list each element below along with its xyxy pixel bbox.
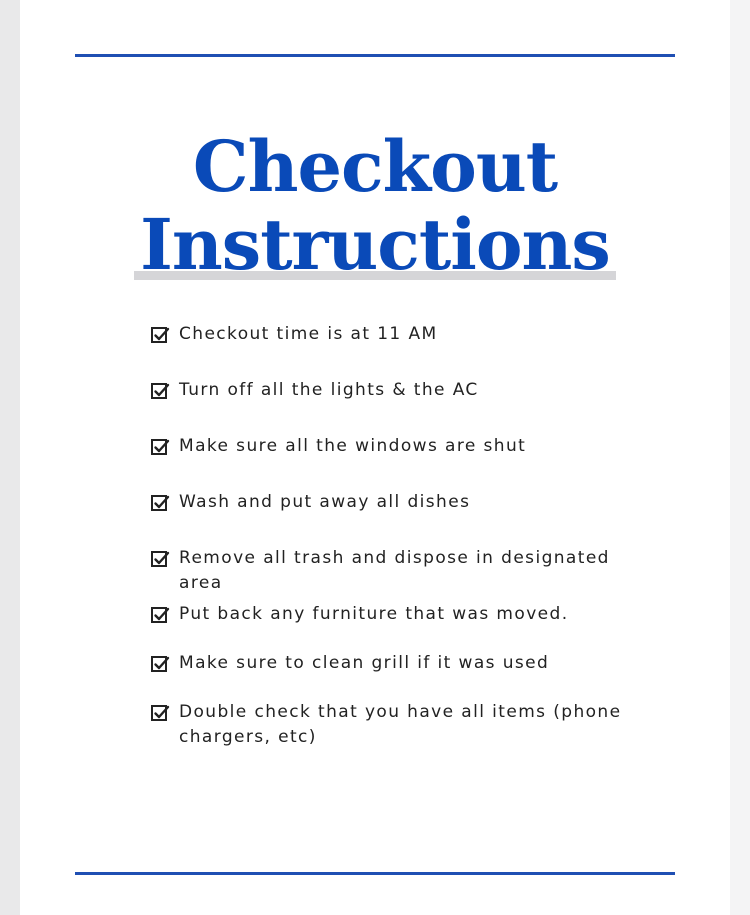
list-item — [150, 322, 660, 347]
checklist-item-text: Turn off all the lights & the AC — [179, 380, 479, 400]
checklist-item-text: Double check that you have all items (phone chargers, etc) — [179, 702, 622, 747]
checked-box-icon — [150, 326, 170, 346]
page-margin — [730, 0, 750, 915]
checklist-item-text: Put back any furniture that was moved. — [179, 604, 569, 624]
document-page — [20, 0, 730, 915]
list-item — [150, 651, 660, 676]
page-title — [20, 125, 730, 286]
checked-box-icon — [150, 704, 170, 724]
checked-box-icon — [150, 438, 170, 458]
list-item — [150, 434, 660, 459]
list-item — [150, 546, 660, 596]
checked-box-icon — [150, 655, 170, 675]
top-divider — [75, 54, 675, 57]
bottom-divider — [75, 872, 675, 875]
checklist-item-text: Checkout time is at 11 AM — [179, 324, 438, 344]
checklist-item-text: Wash and put away all dishes — [179, 492, 471, 512]
list-item — [150, 700, 660, 750]
checked-box-icon — [150, 494, 170, 514]
title-line-checkout: Checkout — [192, 125, 558, 208]
checked-box-icon — [150, 550, 170, 570]
checklist-item-text: Remove all trash and dispose in designated area — [179, 548, 610, 593]
title-line-instructions-wrap — [140, 203, 610, 286]
checked-box-icon — [150, 382, 170, 402]
checklist-item-text: Make sure to clean grill if it was used — [179, 653, 550, 673]
checked-box-icon — [150, 606, 170, 626]
list-item — [150, 490, 660, 515]
list-item — [150, 602, 660, 627]
title-line-instructions: Instructions — [140, 203, 610, 286]
list-item — [150, 378, 660, 403]
checklist-item-text: Make sure all the windows are shut — [179, 436, 527, 456]
